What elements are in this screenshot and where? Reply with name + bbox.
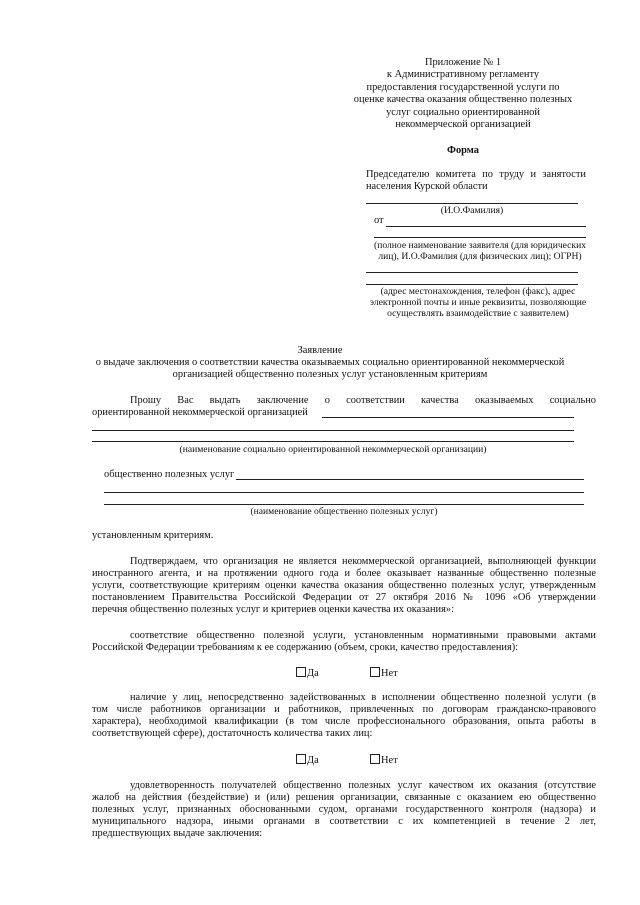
applicant-caption-line: лиц), И.О.Фамилия (для физических лиц); ОГРН): [378, 251, 582, 263]
criteria-text: установленным критериям.: [92, 530, 214, 541]
checkbox-icon[interactable]: [296, 754, 306, 764]
statement-title: Заявление: [297, 345, 343, 356]
criterion3-line: муниципального надзора, иными органами в соответствии с их компетенцией в течение 2 лет,: [92, 816, 596, 827]
criterion1-line: Российской Федерации требованиям к ее содержанию (объем, сроки, качество предоставления):: [92, 642, 519, 653]
address-caption-line: электронной почты и иные реквизиты, позволяющие: [369, 297, 587, 309]
from-label: от: [374, 215, 384, 226]
services-label: общественно полезных услуг: [104, 469, 235, 480]
org-caption: (наименование социально ориентированной некоммерческой организации): [179, 444, 487, 455]
yes-label: Да: [307, 668, 319, 679]
confirm-line: постановлением Правительства Российской Федерации от 27 октября 2016 № 1096 «Об утверждении: [92, 592, 596, 603]
address-caption: [360, 286, 596, 320]
org-name-field-3[interactable]: [92, 441, 574, 442]
criterion1-line: соответствие общественно полезной услуги, установленным нормативными правовыми актами: [130, 630, 596, 641]
appendix-line: услуг социально ориентированной: [386, 106, 540, 118]
criterion2-line: том числе работников организации и работников, привлеченных по договорам гражданско-правового: [92, 704, 596, 715]
yes-label: Да: [307, 755, 319, 766]
address-caption-line: (адрес местонахождения, телефон (факс), адрес: [380, 286, 576, 297]
confirm-line: перечня общественно полезных услуг и критериев оценки качества их оказания»:: [92, 604, 454, 615]
criterion2-line: характера), необходимой квалификации (в том числе профессионального образования, опыта работы в: [92, 716, 596, 727]
applicant-name-field-2[interactable]: [374, 237, 586, 238]
org-name-field-2[interactable]: [92, 430, 574, 431]
applicant-caption: [366, 240, 594, 262]
criterion3-line: полезных услуг, признанных обоснованными судом, органами государственного контроля (надзора) и: [92, 804, 596, 815]
criterion3-line: предшествующих выдаче заключения:: [92, 828, 263, 839]
confirm-line: иностранного агента, и на протяжении одного года и более оказывает названные общественно полезные: [92, 568, 596, 579]
criterion3-line: жалоб на действия (бездействие) и (или) решения организации, связанные с оказанием ею общественно: [92, 792, 596, 803]
services-field-3[interactable]: [104, 504, 584, 505]
no-label: Нет: [381, 755, 398, 766]
services-field-2[interactable]: [104, 492, 584, 493]
addressee-line: Председателю комитета по труду и занятости: [366, 169, 586, 180]
appendix-line: некоммерческой организацией: [395, 119, 531, 131]
statement-subtitle: организацией общественно полезных услуг установленным критериям: [172, 369, 488, 380]
request-line: Прошу Вас выдать заключение о соответствии качества оказываемых социально: [130, 395, 596, 406]
criterion1-yes-option[interactable]: [296, 667, 319, 680]
address-field-2[interactable]: [366, 284, 578, 285]
appendix-line: оценке качества оказания общественно полезных: [353, 94, 573, 106]
applicant-caption-line: (полное наименование заявителя (для юридических: [374, 240, 586, 251]
confirm-line: услуги, соответствующие критериям оценки качества оказания общественно полезных услуг, утвержденным: [92, 580, 596, 591]
form-title: Форма: [447, 145, 479, 156]
criterion2-no-option[interactable]: [370, 754, 398, 767]
address-caption-line: осуществлять взаимодействие с заявителем): [387, 308, 569, 320]
addressee-line: населения Курской области: [366, 181, 488, 192]
appendix-title: Приложение № 1: [424, 57, 502, 68]
request-line: ориентированной некоммерческой организацией: [92, 407, 308, 418]
criterion3-line: удовлетворенность получателей общественно полезных услуг качеством их оказания (отсутствие: [130, 780, 596, 791]
confirm-line: Подтверждаем, что организация не является некоммерческой организацией, выполняющей функции: [130, 556, 596, 567]
appendix-line: к Административному регламенту: [386, 69, 540, 81]
name-caption: (И.О.Фамилия): [440, 205, 504, 216]
criterion1-no-option[interactable]: [370, 667, 398, 680]
address-field[interactable]: [366, 272, 578, 273]
criterion2-line: наличие у лиц, непосредственно задействованных в исполнении общественно полезной услуги (в: [130, 692, 596, 703]
org-name-field[interactable]: [322, 417, 574, 418]
criterion2-yes-option[interactable]: [296, 754, 319, 767]
services-caption: (наименование общественно полезных услуг): [250, 506, 438, 517]
no-label: Нет: [381, 668, 398, 679]
services-field[interactable]: [236, 479, 584, 480]
criterion2-line: соответствующей сфере), достаточность количества таких лиц:: [92, 728, 373, 739]
checkbox-icon[interactable]: [296, 667, 306, 677]
appendix-line: предоставления государственной услуги по: [366, 81, 560, 93]
applicant-name-field[interactable]: [386, 226, 586, 227]
appendix-block: [352, 57, 574, 131]
checkbox-icon[interactable]: [370, 754, 380, 764]
checkbox-icon[interactable]: [370, 667, 380, 677]
addressee-name-field[interactable]: [366, 203, 578, 204]
statement-subtitle: о выдаче заключения о соответствии качества оказываемых социально ориентированной некоммерческой: [95, 357, 565, 368]
